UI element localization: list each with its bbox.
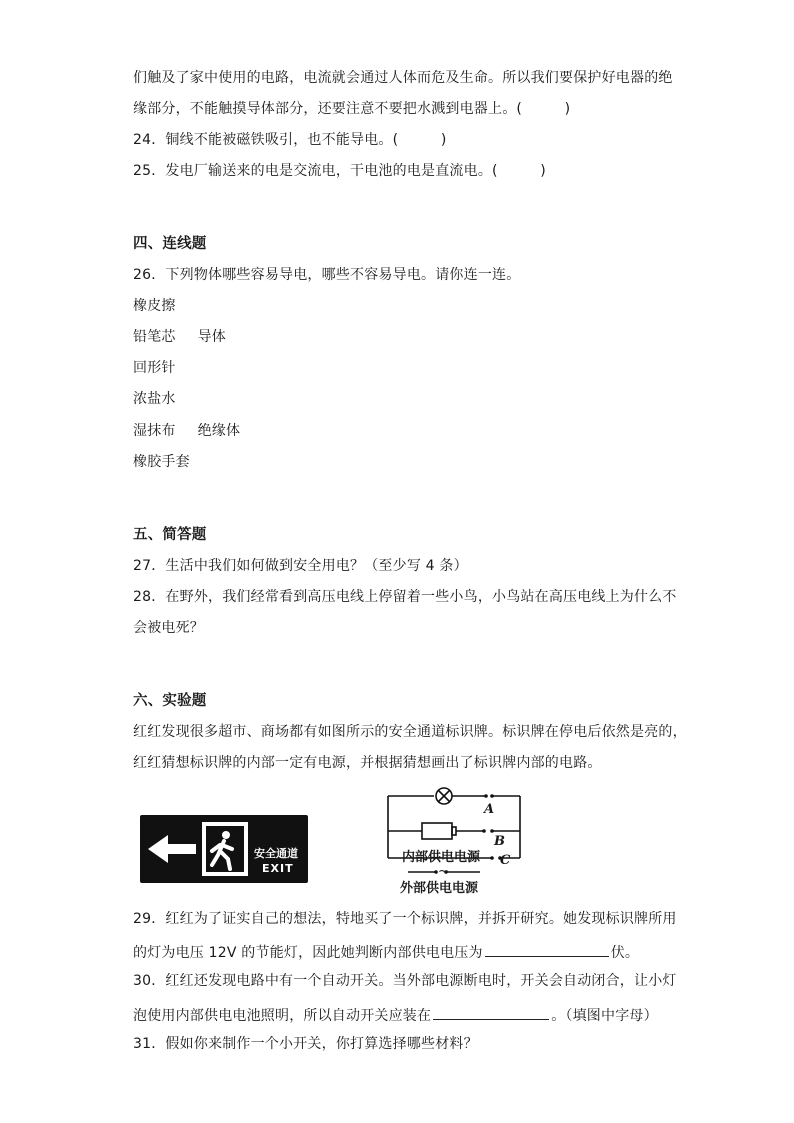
exit-sign-chinese: 安全通道 [254,847,298,860]
text-line: 缘部分，不能触摸导体部分，还要注意不要把水溅到电器上。( ) [133,101,571,117]
switch-label-c: C [500,853,511,868]
match-row [133,327,226,347]
question-27: 27．生活中我们如何做到安全用电？（至少写 4 条） [133,558,468,574]
question-28-cont: 会被电死？ [133,620,204,636]
section-heading-6: 六、实验题 [133,693,207,709]
question-31: 31．假如你来制作一个小开关，你打算选择哪些材料？ [133,1036,478,1052]
switch-label-b: B [494,834,505,849]
match-item: 铅笔芯 [133,329,176,345]
question-29-unit: 伏。 [610,945,640,961]
question-29-cont [133,940,639,963]
match-target-insulator: 绝缘体 [197,423,241,439]
question-24: 24．铜线不能被磁铁吸引，也不能导电。( ) [133,132,447,148]
experiment-intro-cont: 红红猜想标识牌的内部一定有电源，并根据猜想画出了标识牌内部的电路。 [133,755,602,771]
exit-sign-english: EXIT [262,862,294,875]
question-30-hint: 。（填图中字母） [551,1008,658,1024]
question-28: 28．在野外，我们经常看到高压电线上停留着一些小鸟，小鸟站在高压电线上为什么不 [133,589,677,605]
section-heading-4: 四、连线题 [133,236,207,252]
answer-blank-29[interactable] [485,940,609,957]
external-power-label: 外部供电电源 [400,881,479,896]
question-26: 26．下列物体哪些容易导电，哪些不容易导电。请你连一连。 [133,267,521,283]
match-target-conductor: 导体 [197,329,227,345]
answer-blank-30[interactable] [433,1003,549,1020]
question-30-cont [133,1003,658,1026]
match-item: 橡皮擦 [133,298,176,314]
match-item: 浓盐水 [133,391,176,407]
match-item: 湿抹布 [133,423,176,439]
experiment-intro: 红红发现很多超市、商场都有如图所示的安全通道标识牌。标识牌在停电后依然是亮的， [133,724,687,740]
question-25: 25．发电厂输送来的电是交流电，干电池的电是直流电。( ) [133,163,546,179]
match-item: 回形针 [133,360,176,376]
ac-tilde: ~ [438,864,449,879]
circuit-diagram [372,786,532,896]
question-30: 30．红红还发现电路中有一个自动开关。当外部电源断电时，开关会自动闭合，让小灯 [133,973,677,989]
text-line: 们触及了家中使用的电路，电流就会通过人体而危及生命。所以我们要保护好电器的绝 [133,70,673,86]
match-item: 橡胶手套 [133,454,190,470]
question-30-text: 泡使用内部供电电池照明，所以自动开关应装在 [133,1008,432,1024]
match-row [133,421,240,441]
question-29: 29．红红为了证实自己的想法，特地买了一个标识牌，并拆开研究。她发现标识牌所用 [133,911,677,927]
question-29-text: 的灯为电压 12V 的节能灯，因此她判断内部供电电压为 [133,945,483,961]
section-heading-5: 五、简答题 [133,527,207,543]
exit-sign-image [140,815,308,883]
internal-power-label: 内部供电电源 [402,850,481,865]
switch-label-a: A [484,802,495,817]
